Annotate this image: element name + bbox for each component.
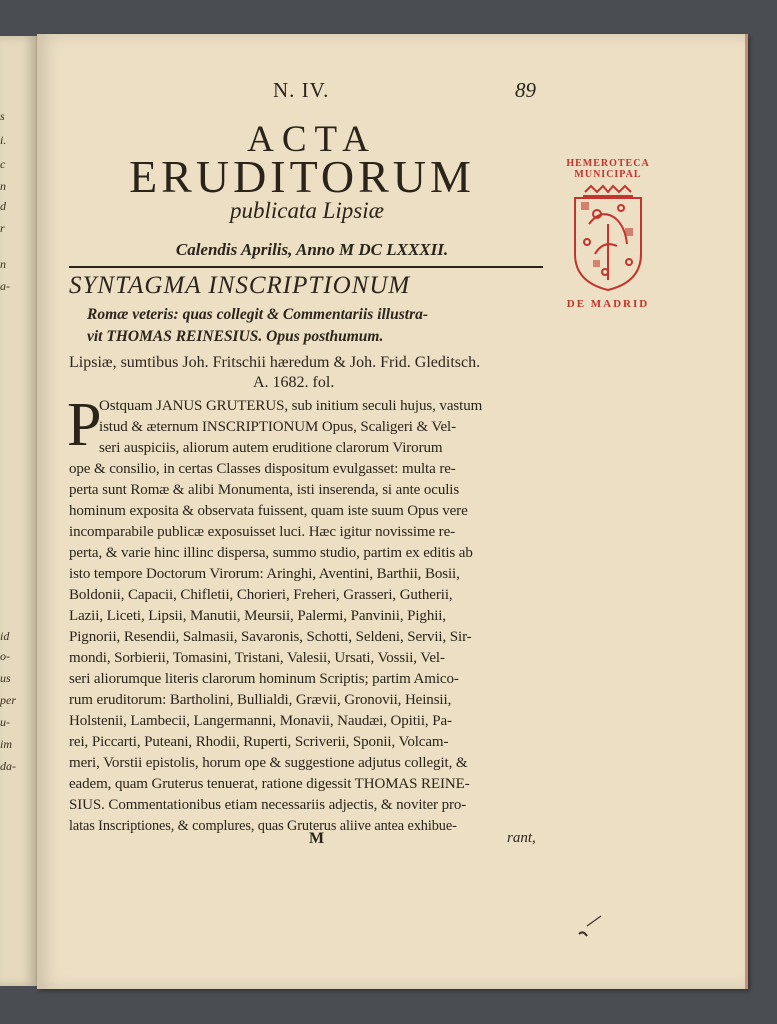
masthead-eruditorum: ERUDITORUM: [129, 151, 475, 202]
body-line: perta sunt Romæ & alibi Monumenta, isti inserenda, si ante oculis: [69, 482, 460, 498]
body-line: mondi, Sorbierii, Tomasini, Tristani, Valesii, Ursati, Vossii, Vel-: [69, 650, 445, 666]
catchword: rant,: [507, 830, 536, 846]
body-line: rei, Piccarti, Puteani, Rhodii, Ruperti, Scriverii, Sponii, Volcam-: [69, 734, 449, 750]
pen-mark-icon: [577, 910, 607, 940]
article-title: SYNTAGMA INSCRIPTIONUM: [69, 272, 411, 299]
library-stamp: [553, 158, 663, 348]
body-line: SIUS. Commentationibus etiam necessariis adjectis, & noviter pro-: [69, 797, 467, 813]
imprint-line: A. 1682. fol.: [253, 374, 335, 391]
margin-fragment: r: [0, 221, 5, 235]
issue-date: Calendis Aprilis, Anno M DC LXXXII.: [175, 240, 449, 259]
body-line: istud & æternum INSCRIPTIONUM Opus, Scaligeri & Vel-: [99, 419, 457, 435]
body-line: perta, & varie hinc illinc dispersa, summo studio, partim ex editis ab: [69, 545, 473, 561]
drop-cap: P: [67, 391, 102, 459]
page-number: 89: [515, 78, 536, 102]
margin-fragment: im: [0, 737, 12, 751]
margin-fragment: n: [0, 179, 6, 193]
margin-fragment: s: [0, 109, 5, 123]
running-head: N. IV.: [273, 78, 330, 102]
body-line: eadem, quam Gruterus tenuerat, ratione digessit THOMAS REINE-: [69, 776, 470, 792]
margin-fragment: d: [0, 199, 6, 213]
margin-fragment: da-: [0, 759, 16, 773]
left-page-edge: [0, 36, 37, 986]
masthead-acta: ACTA: [247, 119, 377, 160]
book-page: [37, 34, 748, 989]
margin-fragment: u-: [0, 715, 10, 729]
margin-fragment: a-: [0, 279, 10, 293]
body-line: seri aliorumque literis clarorum hominum Scriptis; partim Amico-: [69, 671, 459, 687]
article-subtitle-line: Romæ veteris: quas collegit & Commentariis illustra-: [87, 306, 429, 323]
body-line: Ostquam JANUS GRUTERUS, sub initium seculi hujus, vastum: [99, 398, 483, 414]
body-line: meri, Vorstii epistolis, horum ope & suggestione adjutus collegit, &: [69, 755, 468, 771]
margin-fragment: us: [0, 671, 11, 685]
margin-fragment: i.: [0, 133, 7, 147]
margin-fragment: c: [0, 157, 6, 171]
body-line: Boldonii, Capacii, Chifletii, Chorieri, Freheri, Grasseri, Gutherii,: [69, 587, 453, 603]
margin-fragment: n: [0, 257, 6, 271]
stamp-bottom-text: DE MADRID: [566, 298, 650, 310]
margin-fragment: id: [0, 629, 10, 643]
margin-fragment: o-: [0, 649, 10, 663]
stamp-top-text: HEMEROTECA MUNICIPAL: [566, 158, 650, 180]
body-line: isto tempore Doctorum Virorum: Aringhi, Aventini, Barthii, Bosii,: [69, 566, 460, 582]
body-line: incomparabile publicæ exposuisset luci. Hæc igitur novissime re-: [69, 524, 456, 540]
margin-fragment: per: [0, 693, 16, 707]
masthead-publicata: publicata Lipsiæ: [230, 198, 384, 223]
title-rule: [69, 266, 543, 268]
body-line: Pignorii, Resendii, Salmasii, Savaronis, Schotti, Seldeni, Servii, Sir-: [69, 629, 472, 645]
body-line: latas Inscriptiones, & complures, quas Gruterus aliive antea exhibue-: [69, 818, 457, 834]
body-line: rum eruditorum: Bartholini, Bullialdi, Grævii, Gronovii, Heinsii,: [69, 692, 452, 708]
body-line: ope & consilio, in certas Classes dispositum evulgasset: multa re-: [69, 461, 456, 477]
imprint-line: Lipsiæ, sumtibus Joh. Fritschii hæredum & Joh. Frid. Gleditsch.: [69, 354, 481, 371]
signature-mark: M: [309, 830, 325, 847]
madrid-coat-of-arms-icon: [565, 184, 651, 294]
body-line: hominum exposita & observata fuissent, quam iste suum Opus vere: [69, 503, 468, 519]
body-line: seri auspiciis, aliorum autem eruditione clarorum Virorum: [99, 440, 443, 456]
article-subtitle-line: vit THOMAS REINESIUS. Opus posthumum.: [87, 328, 384, 345]
body-line: Holstenii, Lambecii, Langermanni, Monavii, Naudæi, Opitii, Pa-: [69, 713, 452, 729]
body-line: Lazii, Liceti, Lipsii, Manutii, Meursii, Palermi, Panvinii, Pighii,: [69, 608, 447, 624]
